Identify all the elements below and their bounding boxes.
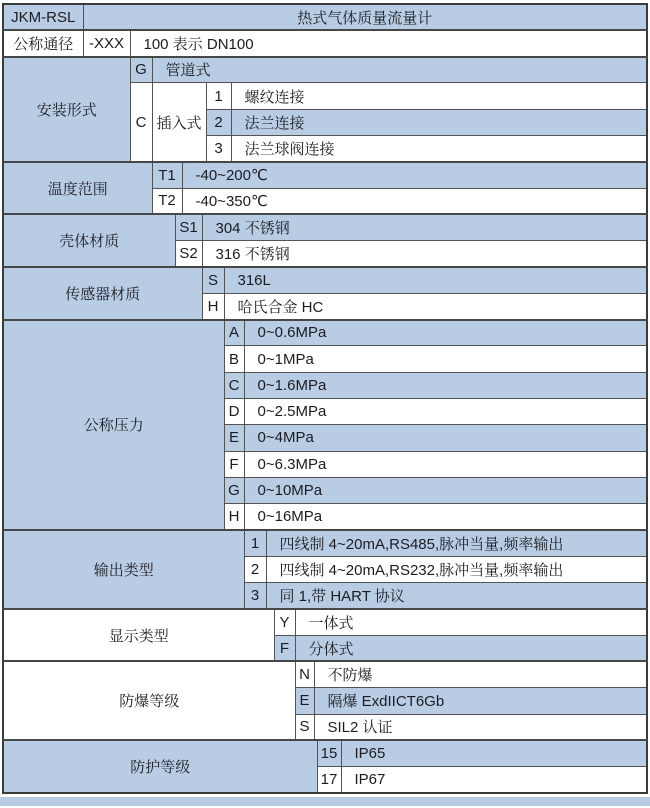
option-code: A	[224, 320, 244, 346]
option-desc: 一体式	[295, 609, 647, 635]
option-code: F	[274, 635, 295, 661]
temperature-label: 温度范围	[3, 162, 152, 215]
sensor-row-1	[3, 267, 647, 293]
option-desc: 316 不锈钢	[202, 241, 647, 267]
sensor-label: 传感器材质	[3, 267, 202, 320]
option-desc: 四线制 4~20mA,RS485,脉冲当量,频率输出	[266, 530, 647, 556]
option-code: G	[224, 477, 244, 503]
option-desc: 0~2.5MPa	[244, 398, 647, 424]
option-code: E	[224, 425, 244, 451]
option-desc: 0~4MPa	[244, 425, 647, 451]
option-code: 2	[244, 556, 266, 582]
install-pipeline-row	[3, 57, 647, 83]
option-desc: IP67	[341, 767, 647, 793]
option-code: 1	[244, 530, 266, 556]
protection-label: 防护等级	[3, 740, 317, 793]
diameter-row	[3, 30, 647, 56]
option-desc: 四线制 4~20mA,RS232,脉冲当量,频率输出	[266, 556, 647, 582]
diameter-desc: 100 表示 DN100	[130, 30, 647, 56]
option-code: D	[224, 398, 244, 424]
option-desc: SIL2 认证	[314, 714, 647, 740]
spec-table	[2, 3, 648, 794]
install-insertion-code: C	[130, 83, 152, 162]
option-desc: 法兰连接	[231, 109, 647, 135]
option-desc: 不防爆	[314, 661, 647, 687]
option-desc: 316L	[224, 267, 647, 293]
option-desc: -40~200℃	[182, 162, 647, 188]
option-desc: 哈氏合金 HC	[224, 293, 647, 319]
header-row	[3, 4, 647, 30]
option-desc: -40~350℃	[182, 188, 647, 214]
display-label: 显示类型	[3, 609, 274, 662]
explosion-label: 防爆等级	[3, 661, 295, 740]
option-code: F	[224, 451, 244, 477]
option-code: Y	[274, 609, 295, 635]
pressure-row-1	[3, 320, 647, 346]
option-desc: 0~1.6MPa	[244, 372, 647, 398]
housing-label: 壳体材质	[3, 214, 175, 267]
display-row-1	[3, 609, 647, 635]
option-desc: 0~16MPa	[244, 504, 647, 530]
product-title: 热式气体质量流量计	[83, 4, 647, 30]
option-code: 1	[206, 83, 231, 109]
option-code: 3	[244, 583, 266, 609]
option-desc: 0~0.6MPa	[244, 320, 647, 346]
option-desc: 法兰球阀连接	[231, 135, 647, 161]
option-desc: 0~6.3MPa	[244, 451, 647, 477]
option-code: S1	[175, 214, 202, 240]
option-desc: 隔爆 ExdIICT6Gb	[314, 688, 647, 714]
output-label: 输出类型	[3, 530, 244, 609]
bottom-strip	[0, 797, 650, 806]
option-code: 15	[317, 740, 341, 766]
option-code: S	[295, 714, 314, 740]
option-desc: 同 1,带 HART 协议	[266, 583, 647, 609]
option-desc: 分体式	[295, 635, 647, 661]
option-code: B	[224, 346, 244, 372]
temperature-row-1	[3, 162, 647, 188]
install-pipeline-code: G	[130, 57, 152, 83]
option-code: S2	[175, 241, 202, 267]
option-desc: 0~1MPa	[244, 346, 647, 372]
install-label: 安装形式	[3, 57, 130, 162]
install-insertion-label: 插入式	[152, 83, 206, 162]
option-code: S	[202, 267, 224, 293]
option-code: 2	[206, 109, 231, 135]
model-code: JKM-RSL	[3, 4, 83, 30]
option-code: T1	[152, 162, 182, 188]
protection-row-1	[3, 740, 647, 766]
diameter-label: 公称通径	[3, 30, 83, 56]
option-desc: IP65	[341, 740, 647, 766]
option-code: H	[224, 504, 244, 530]
option-code: 3	[206, 135, 231, 161]
option-code: H	[202, 293, 224, 319]
option-code: T2	[152, 188, 182, 214]
install-pipeline-desc: 管道式	[152, 57, 647, 83]
diameter-code: -XXX	[83, 30, 130, 56]
output-row-1	[3, 530, 647, 556]
option-code: C	[224, 372, 244, 398]
option-code: N	[295, 661, 314, 687]
option-code: E	[295, 688, 314, 714]
pressure-label: 公称压力	[3, 320, 224, 530]
housing-row-1	[3, 214, 647, 240]
option-desc: 0~10MPa	[244, 477, 647, 503]
explosion-row-1	[3, 661, 647, 687]
option-code: 17	[317, 767, 341, 793]
option-desc: 304 不锈钢	[202, 214, 647, 240]
option-desc: 螺纹连接	[231, 83, 647, 109]
